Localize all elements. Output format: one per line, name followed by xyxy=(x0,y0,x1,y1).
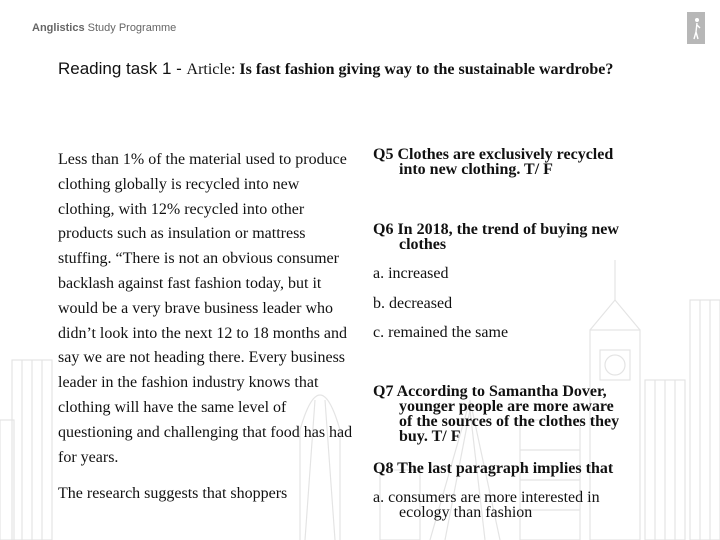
question-6 xyxy=(373,222,619,252)
q8-option-a-line-2: ecology than fashion xyxy=(399,504,533,521)
question-5-line-1: Q5 Clothes are exclusively recycled xyxy=(373,146,614,163)
question-5 xyxy=(373,147,613,177)
question-8 xyxy=(373,461,613,476)
option-a-increased: a. increased xyxy=(373,265,449,282)
question-8-text: Q8 The last paragraph implies that xyxy=(373,460,614,477)
question-6-line-2: clothes xyxy=(399,236,447,253)
figure-icon xyxy=(687,12,705,44)
question-7-line-4: buy. T/ F xyxy=(399,428,461,445)
passage-paragraph-1: Less than 1% of the material used to produce clothing globally is recycled into new clothing, with 12% recycled into other products such as insulation or mattress stuffing. “There is not an obvious consumer backlash against fast fashion today, but it would be a very brave business leader who didn’t look into the next 12 to 18 months and say we are not heading there. Every business leader in the fashion industry knows that clothing will have the same level of questioning and challenging that food has had for years. xyxy=(58,151,353,466)
article-headline: Is fast fashion giving way to the sustainable wardrobe? xyxy=(239,61,614,78)
brand-header xyxy=(32,22,176,34)
q8-option-a-line-1: a. consumers are more interested in xyxy=(373,489,600,506)
question-7-line-2: younger people are more aware xyxy=(399,398,614,415)
option-b-decreased: b. decreased xyxy=(373,295,453,312)
page-title xyxy=(58,60,618,79)
question-8-option-a xyxy=(373,490,600,520)
title-prefix: Reading task 1 - xyxy=(58,59,187,78)
passage-paragraph-2: The research suggests that shoppers xyxy=(58,485,288,503)
question-7 xyxy=(373,384,619,444)
logo xyxy=(687,12,705,44)
brand-name: Anglistics xyxy=(32,22,85,34)
article-passage xyxy=(58,148,358,507)
question-6-line-1: Q6 In 2018, the trend of buying new xyxy=(373,221,619,238)
option-c-same: c. remained the same xyxy=(373,324,509,341)
question-7-line-3: of the sources of the clothes they xyxy=(399,413,620,430)
article-label: Article: xyxy=(186,61,240,78)
brand-subtitle: Study Programme xyxy=(84,22,177,34)
question-7-line-1: Q7 According to Samantha Dover, xyxy=(373,383,607,400)
question-5-line-2: into new clothing. T/ F xyxy=(399,161,553,178)
